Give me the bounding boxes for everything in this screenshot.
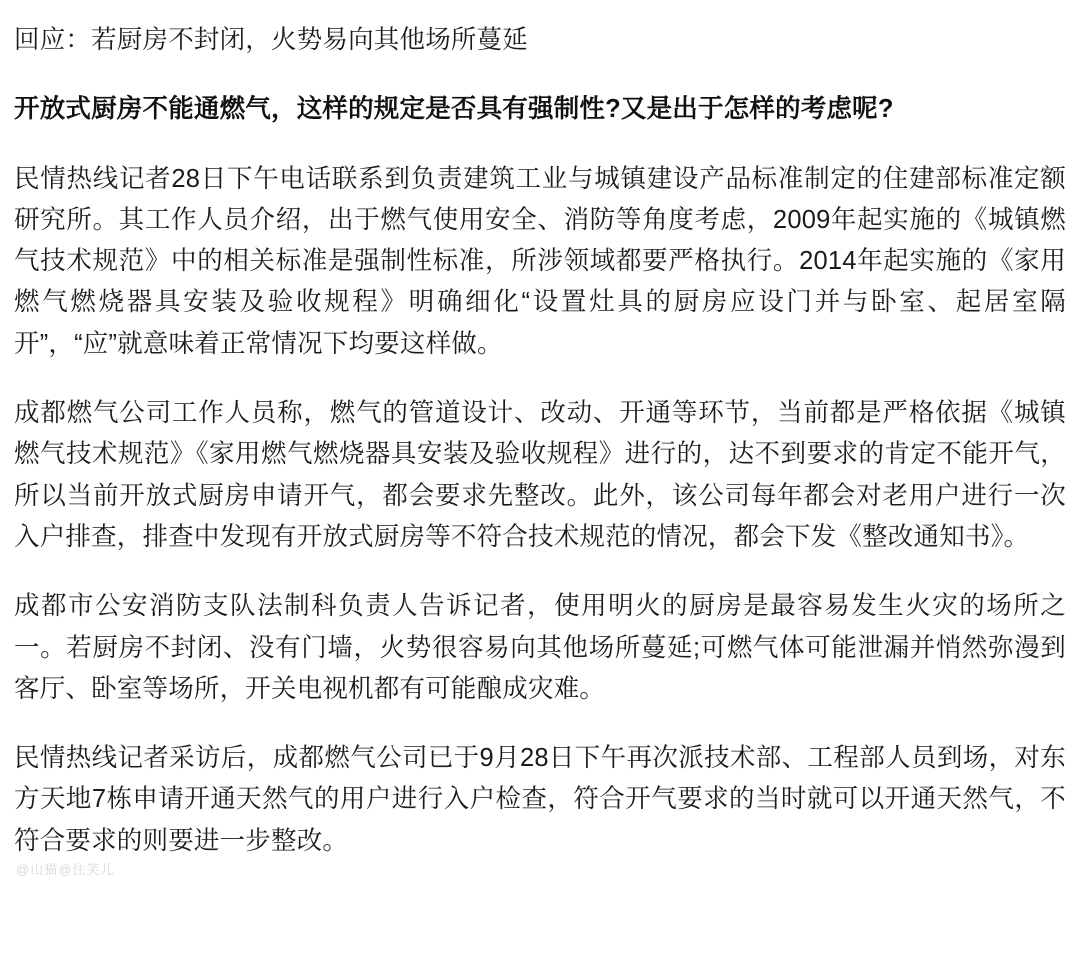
body-paragraph-4: 民情热线记者采访后，成都燃气公司已于9月28日下午再次派技术部、工程部人员到场，对东方天地7栋申请开通天然气的用户进行入户检查，符合开气要求的当时就可以开通天然气，不符合要求的则要进一步整改。 bbox=[14, 744, 1066, 855]
body-paragraph-3: 成都市公安消防支队法制科负责人告诉记者，使用明火的厨房是最容易发生火灾的场所之一。若厨房不封闭、没有门墙，火势很容易向其他场所蔓延;可燃气体可能泄漏并悄然弥漫到客厅、卧室等场所，开关电视机都有可能酿成灾难。 bbox=[14, 592, 1066, 703]
response-headline: 回应：若厨房不封闭，火势易向其他场所蔓延 bbox=[14, 26, 529, 54]
watermark-text: @山猫@住笑儿 bbox=[16, 862, 115, 878]
question-paragraph: 开放式厨房不能通燃气，这样的规定是否具有强制性?又是出于怎样的考虑呢? bbox=[14, 95, 894, 124]
body-paragraph-2: 成都燃气公司工作人员称，燃气的管道设计、改动、开通等环节，当前都是严格依据《城镇燃气技术规范》《家用燃气燃烧器具安装及验收规程》进行的，达不到要求的肯定不能开气，所以当前开放式厨房申请开气，都会要求先整改。此外，该公司每年都会对老用户进行一次入户排查，排查中发现有开放式厨房等不符合技术规范的情况，都会下发《整改通知书》。 bbox=[14, 399, 1066, 551]
body-paragraph-1: 民情热线记者28日下午电话联系到负责建筑工业与城镇建设产品标准制定的住建部标准定额研究所。其工作人员介绍，出于燃气使用安全、消防等角度考虑，2009年起实施的《城镇燃气技术规范》中的相关标准是强制性标准，所涉领域都要严格执行。2014年起实施的《家用燃气燃烧器具安装及验收规程》明确细化“设置灶具的厨房应设门并与卧室、起居室隔开”，“应”就意味着正常情况下均要这样做。 bbox=[14, 164, 1066, 358]
